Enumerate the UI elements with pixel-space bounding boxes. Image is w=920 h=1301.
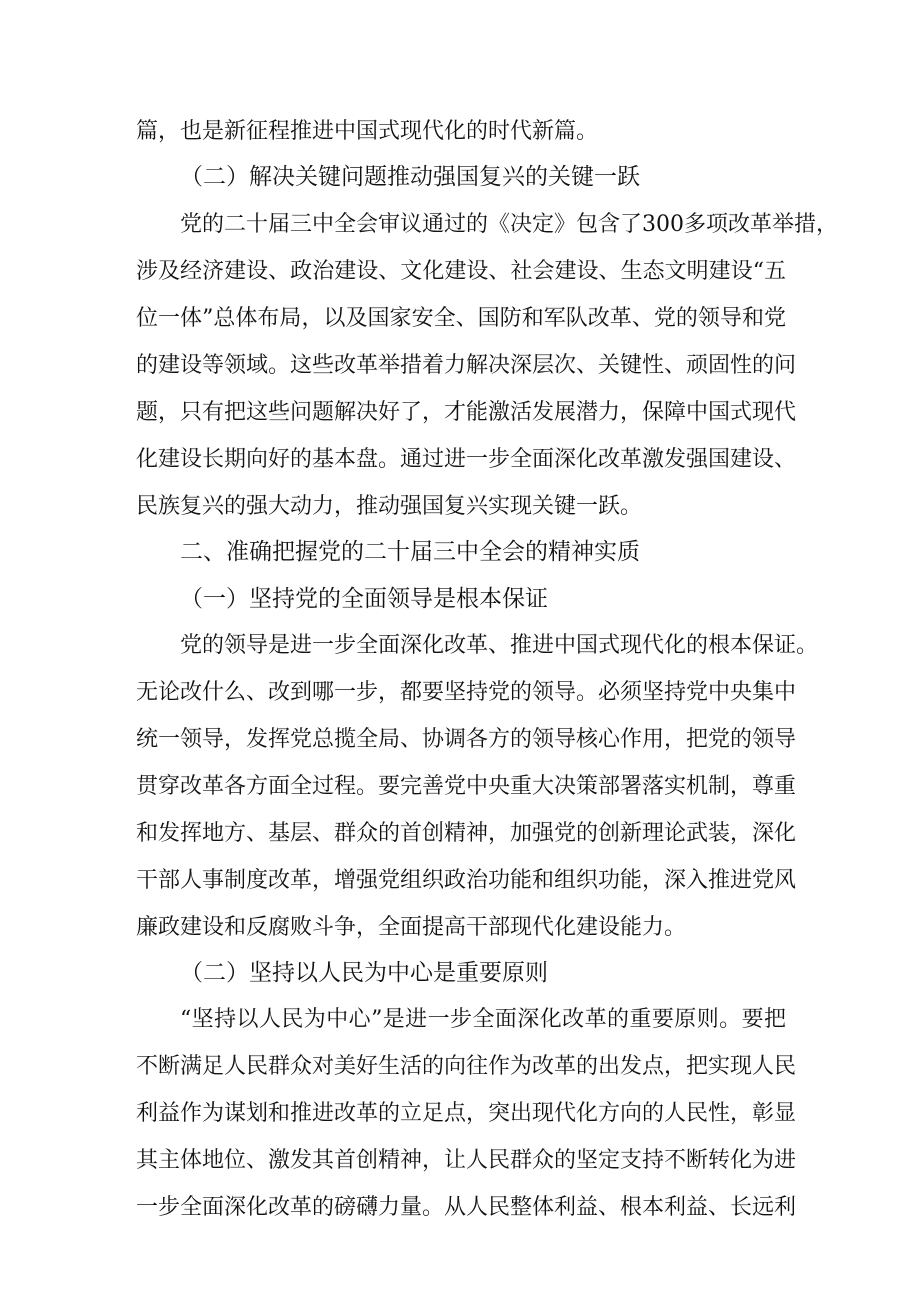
- paragraph-line: 无论改什么、改到哪一步，都要坚持党的领导。必须坚持党中央集中: [136, 680, 797, 705]
- paragraph-line: 涉及经济建设、政治建设、文化建设、社会建设、生态文明建设“五: [136, 259, 786, 284]
- paragraph-line: 的建设等领域。这些改革举措着力解决深层次、关键性、顽固性的问: [136, 353, 797, 378]
- paragraph-line: 位一体”总体布局，以及国家安全、国防和军队改革、党的领导和党: [136, 306, 786, 331]
- paragraph-line: 民族复兴的强大动力，推动强国复兴实现关键一跃。: [136, 494, 643, 519]
- paragraph-line: 廉政建设和反腐败斗争，全面提高干部现代化建设能力。: [136, 915, 687, 940]
- paragraph-line: 不断满足人民群众对美好生活的向往作为改革的出发点，把实现人民: [136, 1054, 797, 1079]
- paragraph-line: 利益作为谋划和推进改革的立足点，突出现代化方向的人民性，彰显: [136, 1101, 797, 1126]
- paragraph-line: 一步全面深化改革的磅礴力量。从人民整体利益、根本利益、长远利: [136, 1195, 797, 1220]
- section-heading-spirit: 二、准确把握党的二十届三中全会的精神实质: [180, 539, 640, 565]
- paragraph-line: 和发挥地方、基层、群众的首创精神，加强党的创新理论武装，深化: [136, 821, 797, 846]
- paragraph-line: 题，只有把这些问题解决好了，才能激活发展潜力，保障中国式现代: [136, 400, 797, 425]
- subheading-party-leadership: （一）坚持党的全面领导是根本保证: [180, 586, 548, 612]
- paragraph-line: 篇，也是新征程推进中国式现代化的时代新篇。: [136, 119, 599, 144]
- paragraph-line: 党的二十届三中全会审议通过的《决定》包含了300多项改革举措，: [180, 212, 838, 237]
- paragraph-line: 化建设长期向好的基本盘。通过进一步全面深化改革激发强国建设、: [136, 447, 797, 472]
- paragraph-line: 其主体地位、激发其首创精神，让人民群众的坚定支持不断转化为进: [136, 1148, 797, 1173]
- paragraph-line: 干部人事制度改革，增强党组织政治功能和组织功能，深入推进党风: [136, 868, 797, 893]
- paragraph-line: 贯穿改革各方面全过程。要完善党中央重大决策部署落实机制，尊重: [136, 774, 797, 799]
- subheading-resolve-key-issues: （二）解决关键问题推动强国复兴的关键一跃: [180, 164, 640, 190]
- paragraph-line: 党的领导是进一步全面深化改革、推进中国式现代化的根本保证。: [180, 633, 819, 658]
- paragraph-line: 统一领导，发挥党总揽全局、协调各方的领导核心作用，把党的领导: [136, 727, 797, 752]
- paragraph-line: “坚持以人民为中心”是进一步全面深化改革的重要原则。要把: [180, 1007, 786, 1032]
- subheading-people-centered: （二）坚持以人民为中心是重要原则: [180, 960, 548, 986]
